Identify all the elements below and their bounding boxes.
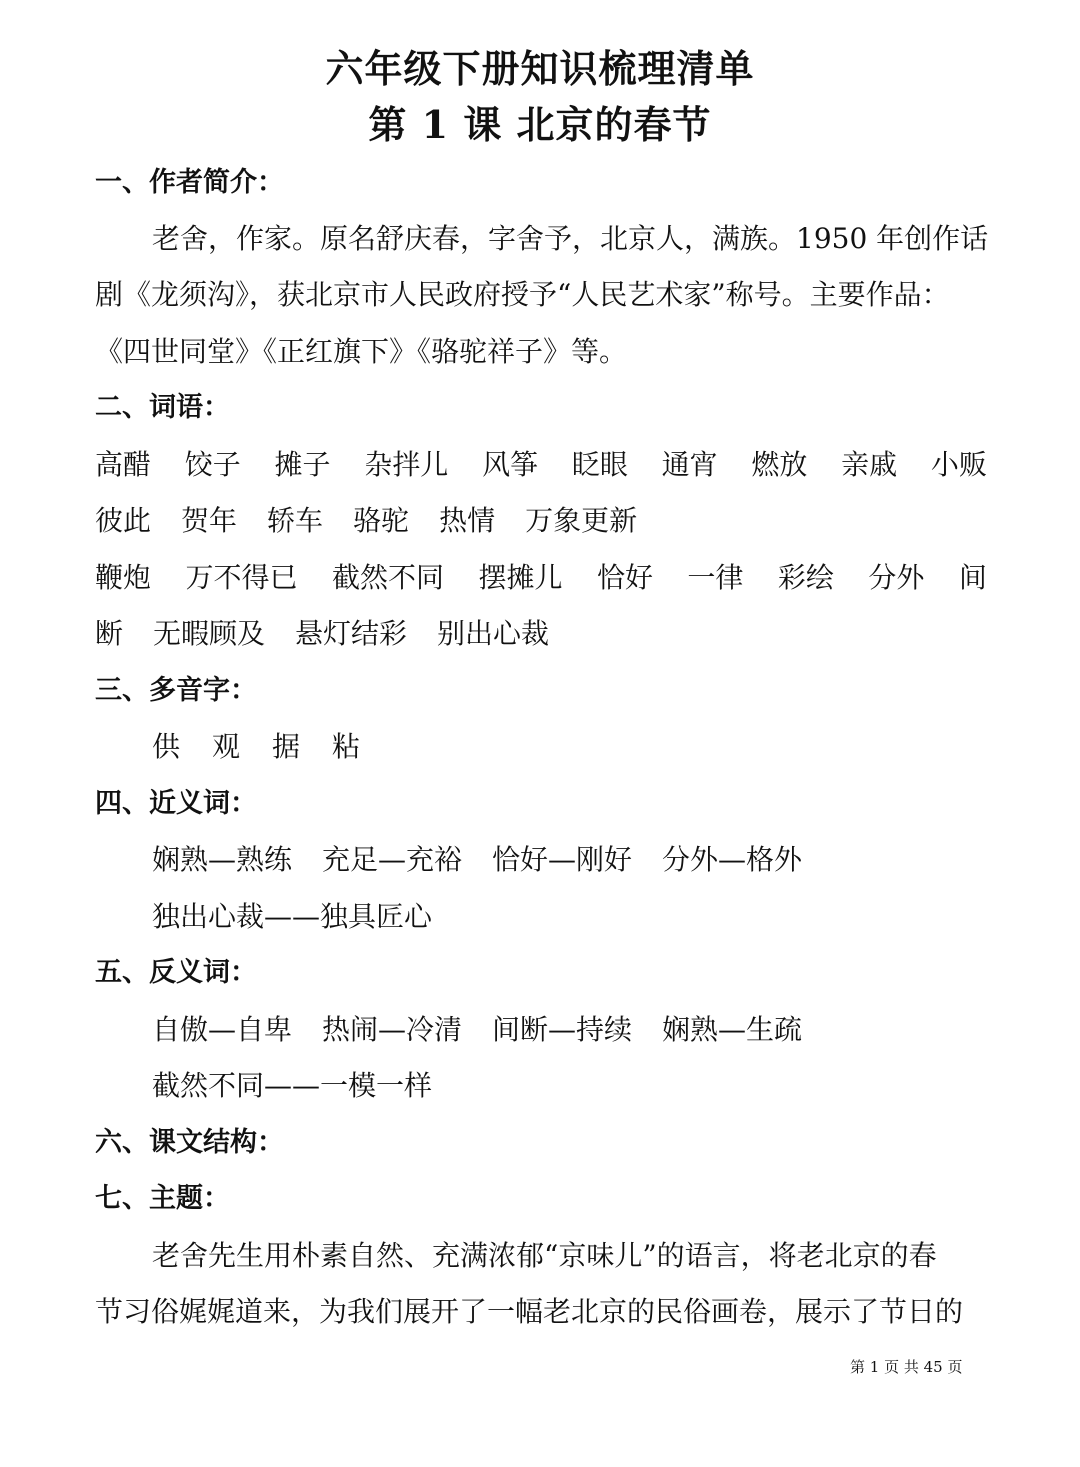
section-heading-synonyms: 四、近义词： xyxy=(95,788,257,819)
polyphonic-char: 观 xyxy=(212,730,241,763)
author-text-line: 老舍，作家。原名舒庆春，字舍予，北京人，满族。1950 年创作话 xyxy=(152,222,989,255)
section-heading-author: 一、作者简介： xyxy=(95,167,284,198)
author-text-line: 《四世同堂》《正红旗下》《骆驼祥子》等。 xyxy=(95,335,628,368)
word-item: 一律 xyxy=(687,561,744,594)
word-item: 间 xyxy=(958,561,987,594)
word-item: 无暇顾及 xyxy=(153,617,266,650)
synonym-pair: 恰好—刚好 xyxy=(492,843,633,876)
section-heading-polyphonic: 三、多音字： xyxy=(95,675,257,706)
synonym-pair: 充足—充裕 xyxy=(322,843,463,876)
word-item: 轿车 xyxy=(267,504,324,537)
antonym-row-2: 截然不同——一模一样 xyxy=(152,1069,433,1102)
word-row-3 xyxy=(95,558,987,598)
theme-text-line: 节习俗娓娓道来，为我们展开了一幅老北京的民俗画卷，展示了节日的 xyxy=(95,1295,964,1328)
polyphonic-char: 据 xyxy=(272,730,301,763)
word-item: 分外 xyxy=(868,561,925,594)
antonym-pair: 间断—持续 xyxy=(492,1013,633,1046)
word-item: 热情 xyxy=(439,504,496,537)
polyphonic-char: 供 xyxy=(152,730,181,763)
word-row-2 xyxy=(95,501,995,541)
synonym-row-1 xyxy=(152,840,992,880)
synonym-row-2: 独出心裁——独具匠心 xyxy=(152,900,433,933)
word-item: 贺年 xyxy=(181,504,238,537)
word-item: 万不得已 xyxy=(185,561,298,594)
word-item: 风筝 xyxy=(482,448,539,481)
word-item: 彩绘 xyxy=(777,561,834,594)
word-item: 摆摊儿 xyxy=(478,561,563,594)
antonym-row-1 xyxy=(152,1010,992,1050)
section-heading-words: 二、词语： xyxy=(95,392,230,423)
lesson-title: 第 1 课 北京的春节 xyxy=(368,102,712,147)
antonym-pair: 热闹—冷清 xyxy=(322,1013,463,1046)
document-title: 六年级下册知识梳理清单 xyxy=(325,46,755,91)
word-row-1 xyxy=(95,445,987,485)
word-item: 眨眼 xyxy=(571,448,628,481)
antonym-pair: 娴熟—生疏 xyxy=(662,1013,803,1046)
word-item: 高醋 xyxy=(95,448,152,481)
word-item: 别出心裁 xyxy=(437,617,550,650)
word-item: 杂拌儿 xyxy=(364,448,449,481)
theme-text-line: 老舍先生用朴素自然、充满浓郁“京味儿”的语言，将老北京的春 xyxy=(152,1239,937,1272)
synonym-pair: 娴熟—熟练 xyxy=(152,843,293,876)
word-item: 悬灯结彩 xyxy=(295,617,408,650)
word-item: 小贩 xyxy=(930,448,987,481)
word-item: 截然不同 xyxy=(331,561,444,594)
word-item: 恰好 xyxy=(596,561,653,594)
word-item: 万象更新 xyxy=(525,504,638,537)
word-item: 断 xyxy=(95,617,124,650)
word-item: 摊子 xyxy=(274,448,331,481)
author-text-line: 剧《龙须沟》，获北京市人民政府授予“人民艺术家”称号。主要作品： xyxy=(95,278,950,311)
page-number: 第 1 页 共 45 页 xyxy=(850,1358,963,1376)
polyphonic-char: 粘 xyxy=(332,730,361,763)
word-item: 燃放 xyxy=(751,448,808,481)
word-item: 彼此 xyxy=(95,504,152,537)
word-row-4 xyxy=(95,614,995,654)
word-item: 鞭炮 xyxy=(95,561,152,594)
antonym-pair: 自傲—自卑 xyxy=(152,1013,293,1046)
word-item: 骆驼 xyxy=(353,504,410,537)
word-item: 通宵 xyxy=(661,448,718,481)
word-item: 饺子 xyxy=(184,448,241,481)
section-heading-theme: 七、主题： xyxy=(95,1183,230,1214)
synonym-pair: 分外—格外 xyxy=(662,843,803,876)
word-item: 亲戚 xyxy=(841,448,898,481)
section-heading-antonyms: 五、反义词： xyxy=(95,957,257,988)
section-heading-structure: 六、课文结构： xyxy=(95,1127,284,1158)
polyphonic-row xyxy=(152,727,992,767)
